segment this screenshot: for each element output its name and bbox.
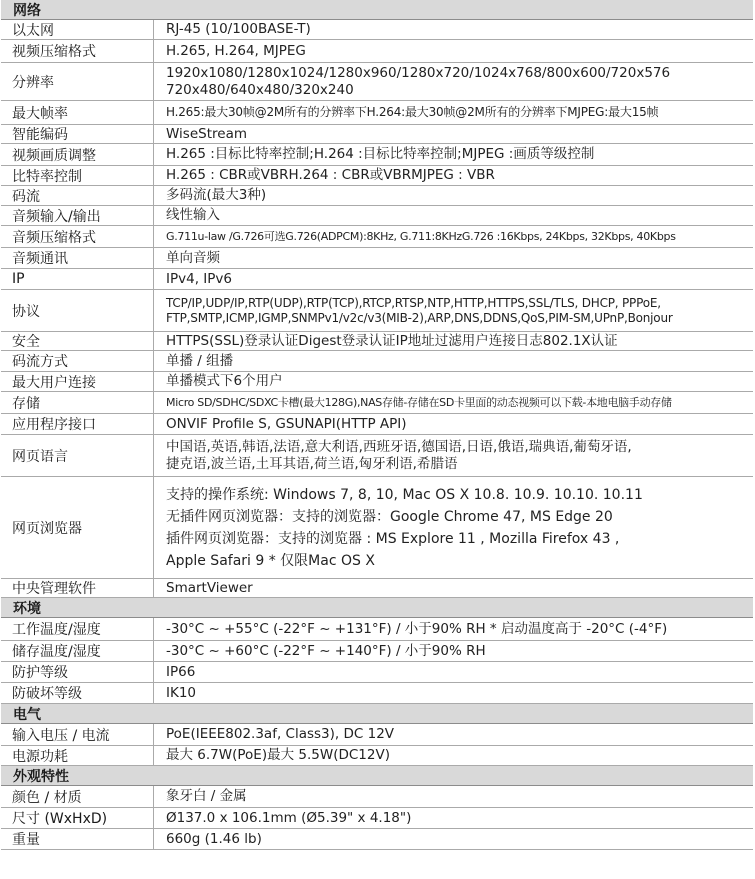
- spec-label: IP: [1, 269, 154, 289]
- section-header: 外观特性: [1, 766, 753, 786]
- spec-label: 输入电压 / 电流: [1, 724, 154, 745]
- spec-label: 最大帧率: [1, 101, 154, 124]
- spec-value: [154, 829, 753, 849]
- spec-row: [1, 579, 753, 598]
- spec-value: [154, 435, 753, 476]
- spec-value-line: H.265 : CBR或VBRH.264 : CBR或VBRMJPEG : VBR: [166, 167, 495, 184]
- spec-value: [154, 186, 753, 205]
- spec-value: [154, 683, 753, 703]
- spec-row: [1, 683, 753, 704]
- spec-value-line: 单播 / 组播: [166, 352, 234, 369]
- spec-value-line: 多码流(最大3种): [166, 187, 267, 204]
- spec-label: 网页语言: [1, 435, 154, 476]
- spec-value-line: Micro SD/SDHC/SDXC卡槽(最大128G),NAS存储-存储在SD卡里面的动态视频可以下载-本地电脑手动存储: [166, 395, 672, 409]
- spec-value: [154, 332, 753, 350]
- spec-value: [154, 618, 753, 640]
- spec-row: [1, 618, 753, 641]
- spec-value-line: IPv4, IPv6: [166, 270, 232, 287]
- spec-table: [1, 0, 753, 850]
- section-header: 环境: [1, 598, 753, 618]
- spec-label: 智能编码: [1, 125, 154, 143]
- spec-label: 尺寸 (WxHxD): [1, 808, 154, 828]
- spec-value-line: 捷克语,波兰语,土耳其语,荷兰语,匈牙利语,希腊语: [166, 455, 458, 472]
- spec-value-line: H.265, H.264, MJPEG: [166, 42, 306, 59]
- spec-value: [154, 144, 753, 165]
- spec-value: [154, 20, 753, 39]
- spec-row: [1, 206, 753, 226]
- spec-row: [1, 662, 753, 683]
- spec-label: 工作温度/湿度: [1, 618, 154, 640]
- spec-value: [154, 351, 753, 371]
- spec-value: [154, 786, 753, 807]
- spec-row: [1, 351, 753, 372]
- spec-value-line: FTP,SMTP,ICMP,IGMP,SNMPv1/v2c/v3(MIB-2),ARP,DNS,DDNS,QoS,PIM-SM,UPnP,Bonjour: [166, 310, 673, 325]
- spec-value: [154, 206, 753, 225]
- spec-value-line: 720x480/640x480/320x240: [166, 81, 354, 98]
- spec-row: [1, 392, 753, 414]
- spec-value: [154, 372, 753, 391]
- spec-label: 电源功耗: [1, 746, 154, 765]
- spec-label: 颜色 / 材质: [1, 786, 154, 807]
- spec-label: 重量: [1, 829, 154, 849]
- spec-value: [154, 477, 753, 578]
- spec-label: 防破坏等级: [1, 683, 154, 703]
- spec-value: [154, 125, 753, 143]
- spec-row: [1, 186, 753, 206]
- spec-label: 视频压缩格式: [1, 40, 154, 62]
- spec-value-line: 无插件网页浏览器：支持的浏览器：Google Chrome 47, MS Edge 20: [166, 508, 613, 525]
- spec-row: [1, 808, 753, 829]
- spec-value-line: 支持的操作系统: Windows 7, 8, 10, Mac OS X 10.8. 10.9. 10.10. 10.11: [166, 486, 643, 503]
- spec-label: 码流方式: [1, 351, 154, 371]
- spec-row: [1, 125, 753, 144]
- spec-row: [1, 166, 753, 186]
- spec-value-line: G.711u-law /G.726可选G.726(ADPCM):8KHz, G.711:8KHzG.726 :16Kbps, 24Kbps, 32Kbps, 40Kbps: [166, 229, 676, 243]
- spec-row: [1, 269, 753, 290]
- spec-value: [154, 101, 753, 124]
- spec-row: [1, 477, 753, 579]
- spec-row: [1, 63, 753, 101]
- spec-row: [1, 40, 753, 63]
- spec-row: [1, 332, 753, 351]
- spec-value: [154, 269, 753, 289]
- spec-row: [1, 101, 753, 125]
- spec-label: 音频通讯: [1, 248, 154, 268]
- spec-value: [154, 746, 753, 765]
- spec-row: [1, 226, 753, 248]
- spec-value-line: H.265 :目标比特率控制;H.264 :目标比特率控制;MJPEG :画质等级控制: [166, 146, 595, 163]
- spec-row: [1, 829, 753, 850]
- spec-label: 视频画质调整: [1, 144, 154, 165]
- spec-row: [1, 786, 753, 808]
- spec-value-line: 660g (1.46 lb): [166, 830, 262, 847]
- spec-value-line: IK10: [166, 684, 197, 701]
- spec-value: [154, 248, 753, 268]
- spec-value-line: Apple Safari 9 * 仅限Mac OS X: [166, 552, 375, 569]
- spec-value-line: SmartViewer: [166, 579, 253, 596]
- spec-value: [154, 226, 753, 247]
- spec-label: 网页浏览器: [1, 477, 154, 578]
- spec-label: 协议: [1, 290, 154, 331]
- spec-value-line: -30°C ~ +55°C (-22°F ~ +131°F) / 小于90% RH * 启动温度高于 -20°C (-4°F): [166, 620, 668, 637]
- spec-value-line: 单播模式下6个用户: [166, 373, 283, 390]
- spec-value-line: TCP/IP,UDP/IP,RTP(UDP),RTP(TCP),RTCP,RTSP,NTP,HTTP,HTTPS,SSL/TLS, DHCP, PPPoE,: [166, 295, 661, 310]
- spec-value: [154, 166, 753, 185]
- spec-label: 储存温度/湿度: [1, 641, 154, 661]
- spec-row: [1, 724, 753, 746]
- spec-value-line: H.265:最大30帧@2M所有的分辨率下H.264:最大30帧@2M所有的分辨率下MJPEG:最大15帧: [166, 105, 659, 119]
- spec-value-line: Ø137.0 x 106.1mm (Ø5.39" x 4.18"): [166, 809, 412, 826]
- spec-label: 中央管理软件: [1, 579, 154, 597]
- spec-row: [1, 435, 753, 477]
- spec-label: 防护等级: [1, 662, 154, 682]
- spec-label: 比特率控制: [1, 166, 154, 185]
- spec-value-line: 插件网页浏览器：支持的浏览器 : MS Explore 11 , Mozilla Firefox 43 ,: [166, 530, 620, 547]
- spec-row: [1, 290, 753, 332]
- spec-value-line: 线性输入: [166, 207, 220, 224]
- spec-value: [154, 290, 753, 331]
- spec-value: [154, 579, 753, 597]
- spec-value-line: 象牙白 / 金属: [166, 788, 247, 805]
- spec-value: [154, 808, 753, 828]
- spec-label: 音频压缩格式: [1, 226, 154, 247]
- spec-value: [154, 392, 753, 413]
- spec-value-line: -30°C ~ +60°C (-22°F ~ +140°F) / 小于90% RH: [166, 642, 486, 659]
- spec-row: [1, 248, 753, 269]
- spec-label: 最大用户连接: [1, 372, 154, 391]
- spec-value-line: 单向音频: [166, 249, 220, 266]
- spec-row: [1, 144, 753, 166]
- spec-label: 安全: [1, 332, 154, 350]
- spec-value: [154, 40, 753, 62]
- spec-value: [154, 662, 753, 682]
- spec-value: [154, 63, 753, 100]
- spec-row: [1, 414, 753, 435]
- spec-row: [1, 372, 753, 392]
- spec-label: 存储: [1, 392, 154, 413]
- spec-row: [1, 746, 753, 766]
- spec-value-line: ONVIF Profile S, GSUNAPI(HTTP API): [166, 415, 407, 432]
- spec-label: 应用程序接口: [1, 414, 154, 434]
- spec-value-line: 中国语,英语,韩语,法语,意大利语,西班牙语,德国语,日语,俄语,瑞典语,葡萄牙语,: [166, 438, 632, 455]
- spec-label: 音频输入/输出: [1, 206, 154, 225]
- spec-row: [1, 20, 753, 40]
- spec-value-line: RJ-45 (10/100BASE-T): [166, 21, 311, 38]
- spec-value-line: IP66: [166, 663, 196, 680]
- section-header: 电气: [1, 704, 753, 724]
- spec-value: [154, 641, 753, 661]
- spec-label: 分辨率: [1, 63, 154, 100]
- spec-value-line: 1920x1080/1280x1024/1280x960/1280x720/1024x768/800x600/720x576: [166, 64, 671, 81]
- spec-row: [1, 641, 753, 662]
- spec-label: 码流: [1, 186, 154, 205]
- spec-value: [154, 414, 753, 434]
- spec-value-line: HTTPS(SSL)登录认证Digest登录认证IP地址过滤用户连接日志802.1X认证: [166, 332, 618, 349]
- spec-value: [154, 724, 753, 745]
- spec-value-line: 最大 6.7W(PoE)最大 5.5W(DC12V): [166, 747, 390, 764]
- spec-value-line: WiseStream: [166, 125, 247, 142]
- section-header: 网络: [1, 0, 753, 20]
- spec-value-line: PoE(IEEE802.3af, Class3), DC 12V: [166, 726, 395, 743]
- spec-label: 以太网: [1, 20, 154, 39]
